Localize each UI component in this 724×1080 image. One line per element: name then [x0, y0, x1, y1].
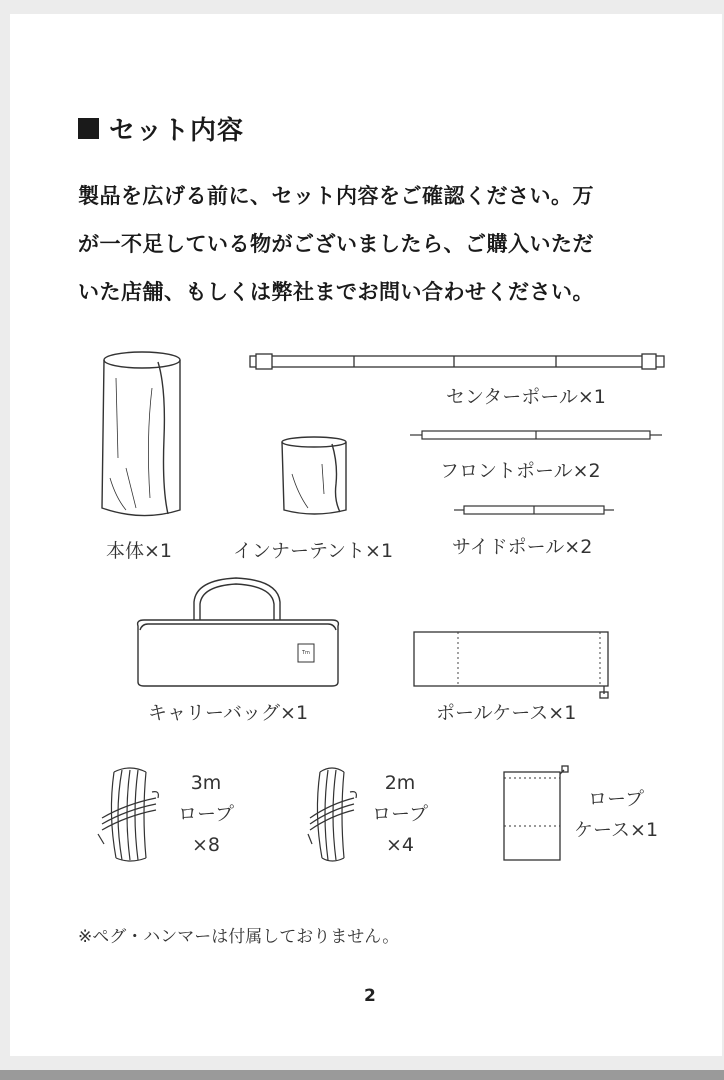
page-number: 2 — [364, 986, 376, 1006]
pole-case-label: ポールケース×1 — [436, 702, 577, 724]
rope-3m-name: ロープ — [177, 803, 235, 825]
inner-tent-icon — [278, 434, 352, 518]
center-pole-label: センターポール×1 — [446, 386, 606, 408]
pole-case-icon — [410, 628, 614, 702]
drawstring-bag-icon — [500, 764, 574, 864]
front-pole-label: フロントポール×2 — [440, 460, 601, 482]
rope-coil-2m-icon — [306, 764, 358, 864]
rope-case-line-1: ロープ — [587, 788, 645, 810]
footnote: ※ペグ・ハンマーは付属しておりません。 — [78, 927, 400, 947]
side-pole-label: サイドポール×2 — [452, 536, 593, 558]
intro-line-1: 製品を広げる前に、セット内容をご確認ください。万 — [78, 184, 594, 208]
rope-2m-qty: ×4 — [385, 834, 414, 856]
section-title: セット内容 — [109, 116, 245, 146]
main-body-label: 本体×1 — [106, 540, 173, 562]
manual-page — [10, 14, 722, 1056]
carry-bag-icon — [132, 574, 344, 690]
svg-text:Tm: Tm — [302, 650, 310, 656]
bottom-scroll-bar[interactable] — [0, 1070, 724, 1080]
intro-paragraph — [78, 172, 678, 316]
rope-coil-3m-icon — [96, 764, 162, 864]
side-pole-icon — [452, 503, 616, 517]
rope-3m-qty: ×8 — [191, 834, 220, 856]
intro-line-3: いた店舗、もしくは弊社までお問い合わせください。 — [78, 280, 594, 304]
black-square-icon — [78, 118, 99, 139]
carry-bag-label: キャリーバッグ×1 — [148, 702, 309, 724]
rope-3m-text — [176, 768, 236, 861]
rope-3m-length: 3m — [190, 772, 222, 794]
rope-case-line-2: ケース×1 — [573, 819, 659, 841]
rolled-tent-icon — [96, 348, 188, 524]
center-pole-icon — [246, 351, 668, 373]
rope-2m-text — [370, 768, 430, 861]
rope-case-text — [566, 784, 666, 846]
inner-tent-label: インナーテント×1 — [233, 540, 394, 562]
rope-2m-name: ロープ — [371, 803, 429, 825]
intro-line-2: が一不足している物がございましたら、ご購入いただ — [78, 232, 594, 256]
rope-2m-length: 2m — [384, 772, 416, 794]
front-pole-icon — [408, 428, 664, 442]
section-heading — [78, 110, 244, 147]
